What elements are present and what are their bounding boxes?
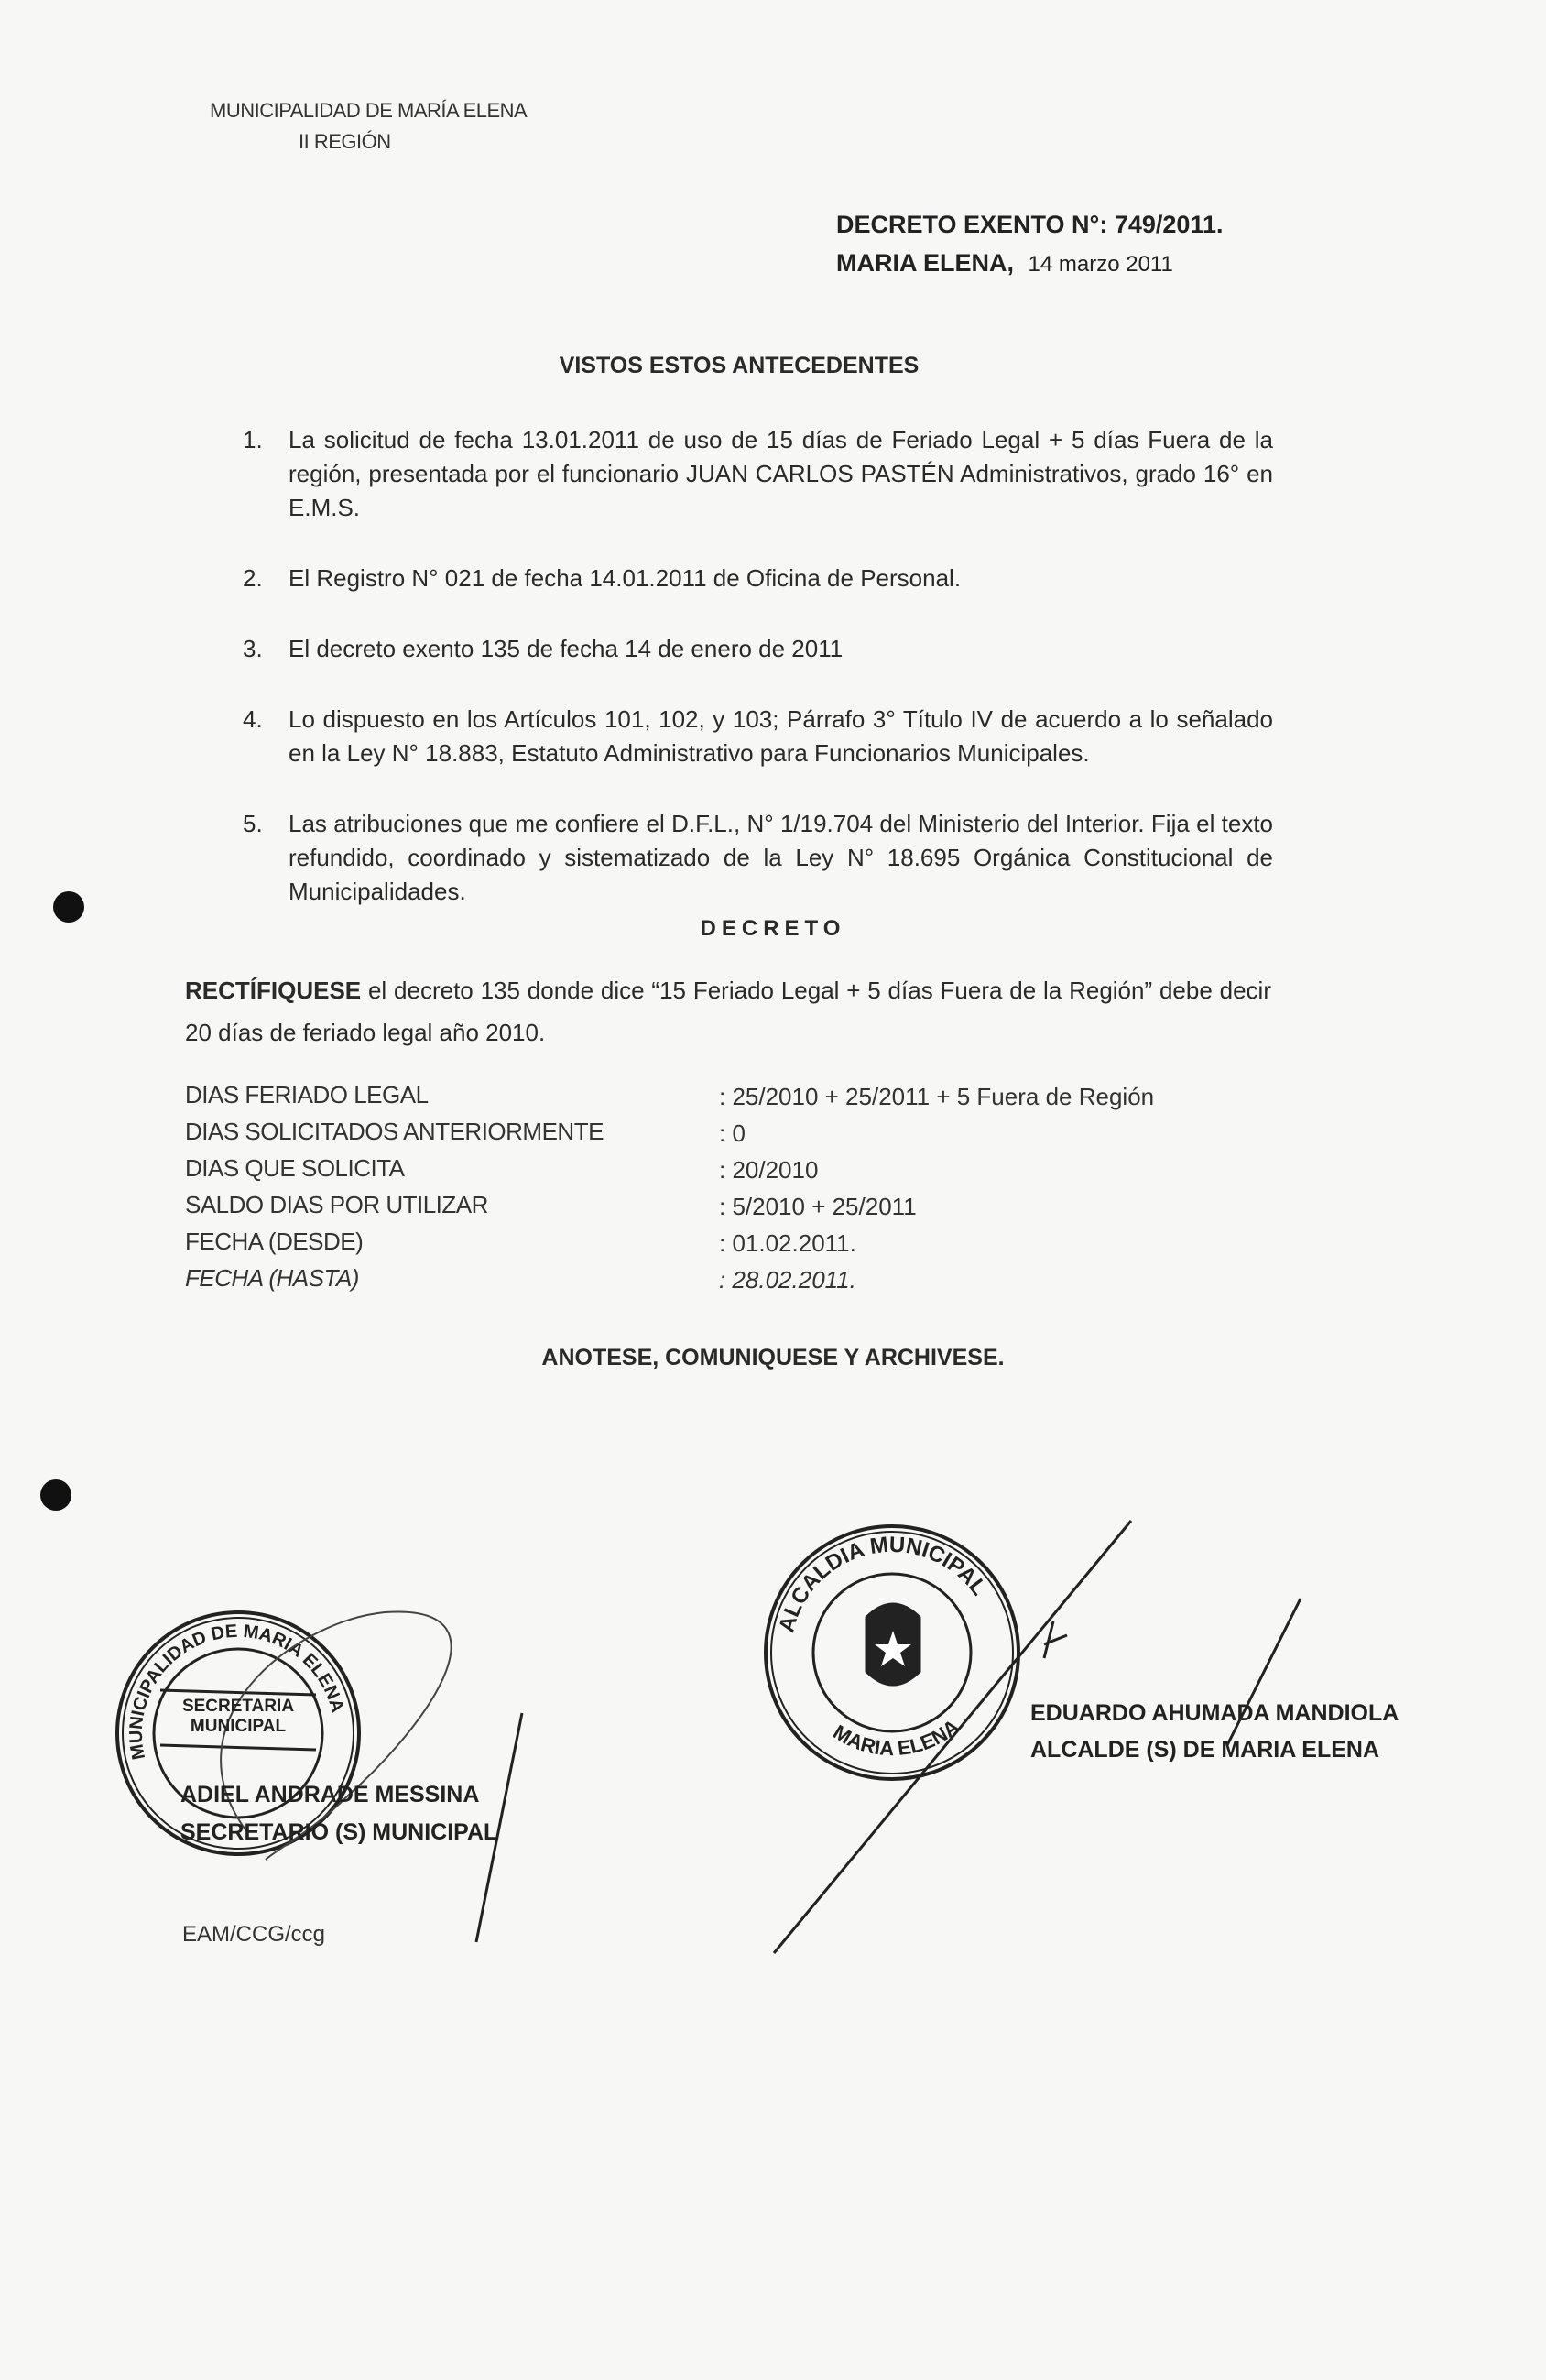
seal-ring-top-text: ALCALDIA MUNICIPAL	[774, 1532, 992, 1635]
seal-ring-bottom-text: MARIA ELENA	[829, 1714, 964, 1761]
item-text: Lo dispuesto en los Artículos 101, 102, y 103; Párrafo 3° Título IV de acuerdo a lo señalado en la Ley N° 18.883, Estatuto Administrativo para Funcionarios Municipales.	[289, 705, 1273, 767]
item-text: La solicitud de fecha 13.01.2011 de uso de 15 días de Feriado Legal + 5 días Fuera de la región, presentada por el funcionario JUAN CARLOS PASTÉN Administrativos, grado 16° en E.M.S.	[289, 426, 1273, 521]
item-number: 5.	[243, 810, 263, 837]
svg-text:ALCALDIA MUNICIPAL	[774, 1533, 991, 1635]
antecedente-item	[243, 562, 1273, 595]
vistos-heading: VISTOS ESTOS ANTECEDENTES	[559, 353, 920, 378]
closing-formula: ANOTESE, COMUNIQUESE Y ARCHIVESE.	[541, 1345, 1005, 1370]
decree-place: MARIA ELENA,	[836, 249, 1014, 277]
resolution-keyword: RECTÍFIQUESE	[185, 977, 362, 1004]
resolution-paragraph	[185, 969, 1271, 1054]
decree-number-value: 749/2011.	[1114, 211, 1224, 238]
detail-value: : 28.02.2011.	[719, 1266, 856, 1294]
decree-number	[836, 211, 1224, 239]
detail-row	[0, 1264, 1546, 1301]
resolution-text: el decreto 135 donde dice “15 Feriado Legal + 5 días Fuera de la Región” debe decir 20 días de feriado legal año 2010.	[185, 977, 1271, 1046]
institution-name: MUNICIPALIDAD DE MARÍA ELENA	[210, 99, 528, 122]
svg-text:MARIA ELENA	[829, 1715, 964, 1761]
left-signatory-name: ADIEL ANDRADE MESSINA	[180, 1782, 480, 1807]
antecedente-item	[243, 807, 1273, 909]
detail-value: : 01.02.2011.	[719, 1229, 856, 1257]
detail-label: FECHA (HASTA)	[185, 1264, 359, 1292]
item-number: 3.	[243, 635, 263, 662]
left-signatory-title: SECRETARIO (S) MUNICIPAL	[180, 1819, 498, 1845]
detail-label: SALDO DIAS POR UTILIZAR	[185, 1191, 488, 1218]
decree-place-date	[836, 249, 1173, 278]
item-number: 2.	[243, 564, 263, 592]
svg-text:MUNICIPALIDAD DE MARIA ELENA	[126, 1621, 348, 1762]
antecedente-item	[243, 632, 1273, 666]
detail-row	[0, 1154, 1546, 1191]
detail-label: DIAS FERIADO LEGAL	[185, 1081, 429, 1108]
detail-value: : 25/2010 + 25/2011 + 5 Fuera de Región	[719, 1083, 1155, 1110]
seal-center-text: SECRETARIA MUNICIPAL	[181, 1697, 295, 1736]
detail-label: DIAS QUE SOLICITA	[185, 1154, 405, 1182]
decree-number-label: DECRETO EXENTO N°:	[836, 211, 1108, 238]
document-body	[0, 423, 1546, 1371]
detail-row	[0, 1081, 1546, 1118]
right-signatory-name: EDUARDO AHUMADA MANDIOLA	[1030, 1700, 1399, 1726]
item-text: El Registro N° 021 de fecha 14.01.2011 de Oficina de Personal.	[289, 564, 962, 592]
region-name: II REGIÓN	[299, 130, 391, 153]
item-text: El decreto exento 135 de fecha 14 de enero de 2011	[289, 635, 844, 662]
initials: EAM/CCG/ccg	[182, 1922, 326, 1947]
item-number: 1.	[243, 426, 263, 453]
detail-value: : 20/2010	[719, 1156, 819, 1184]
decreto-heading: DECRETO	[700, 916, 846, 941]
detail-value: : 0	[719, 1119, 746, 1147]
detail-label: DIAS SOLICITADOS ANTERIORMENTE	[185, 1118, 604, 1145]
coat-of-arms-icon	[866, 1603, 920, 1686]
antecedente-item	[243, 423, 1273, 525]
antecedente-item	[243, 703, 1273, 770]
secretaria-seal	[117, 1611, 522, 1942]
detail-label: FECHA (DESDE)	[185, 1228, 364, 1255]
detail-row	[0, 1228, 1546, 1264]
detail-row	[0, 1191, 1546, 1228]
detail-row	[0, 1118, 1546, 1154]
decree-date: 14 marzo 2011	[1028, 252, 1173, 277]
seal-ring-text: MUNICIPALIDAD DE MARIA ELENA	[125, 1621, 348, 1762]
punch-hole	[40, 1479, 71, 1511]
item-number: 4.	[243, 705, 263, 733]
item-text: Las atribuciones que me confiere el D.F.L., N° 1/19.704 del Ministerio del Interior. Fija el texto refundido, coordinado y sistematizado de la Ley N° 18.695 Orgánica Constitucional de Municipalidades.	[289, 810, 1273, 905]
detail-value: : 5/2010 + 25/2011	[719, 1193, 917, 1220]
right-signatory-title: ALCALDE (S) DE MARIA ELENA	[1030, 1737, 1380, 1763]
